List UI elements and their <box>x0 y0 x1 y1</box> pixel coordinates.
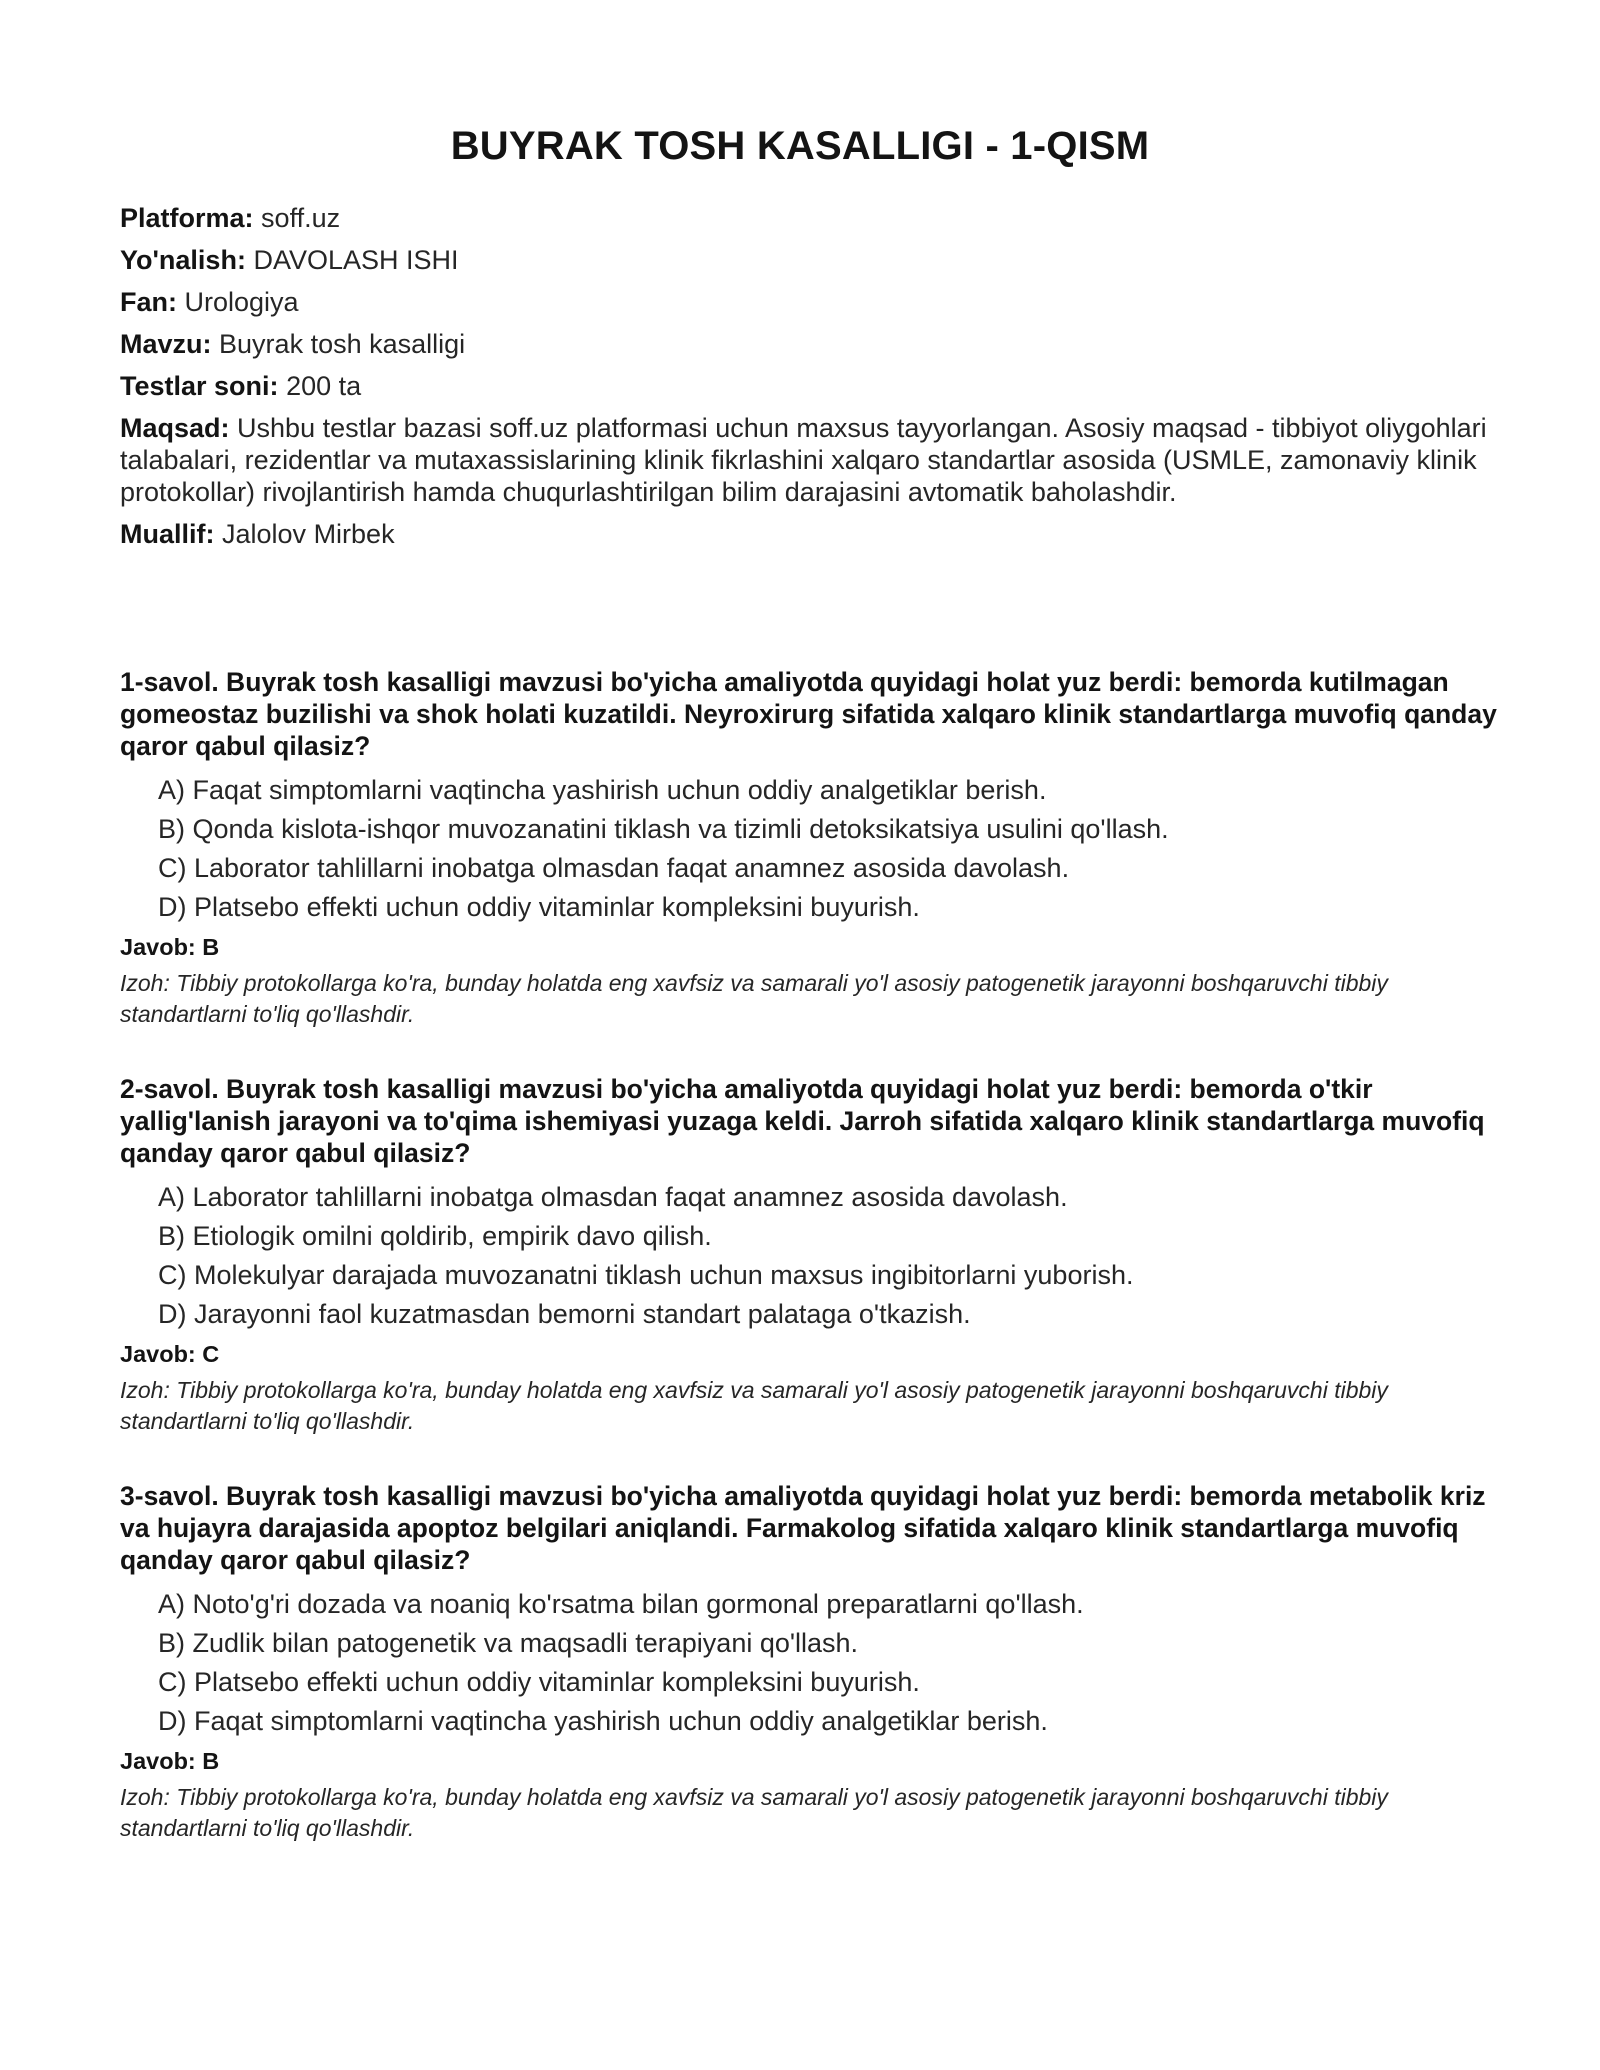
meta-topic <box>120 328 1490 360</box>
meta-value: soff.uz <box>261 203 341 233</box>
answer-option: B) Qonda kislota-ishqor muvozanatini tiklash va tizimli detoksikatsiya usulini qo'llash. <box>158 814 1169 844</box>
meta-value: Buyrak tosh kasalligi <box>219 329 466 359</box>
answer-explanation: Izoh: Tibbiy protokollarga ko'ra, bunday holatda eng xavfsiz va samarali yo'l asosiy patogenetik jarayonni boshqaruvchi tibbiy standartlarni to'liq qo'llashdir. <box>120 970 1388 1027</box>
question-text: 3-savol. Buyrak tosh kasalligi mavzusi bo'yicha amaliyotda quyidagi holat yuz berdi: bemorda metabolik kriz va hujayra darajasida apoptoz belgilari aniqlandi. Farmakolog sifatida xalqaro klinik standartlarga muvofiq qanday qaror qabul qilasiz? <box>120 1481 1486 1575</box>
meta-value: Urologiya <box>184 287 299 317</box>
meta-value: Jalolov Mirbek <box>222 519 395 549</box>
meta-label: Muallif: <box>120 519 215 549</box>
correct-answer: Javob: C <box>120 1341 220 1367</box>
meta-subject <box>120 286 1490 318</box>
question-block <box>120 1480 1500 1844</box>
answer-option: C) Molekulyar darajada muvozanatni tiklash uchun maxsus ingibitorlarni yuborish. <box>158 1260 1134 1290</box>
meta-direction <box>120 244 1490 276</box>
meta-test-count <box>120 370 1490 402</box>
question-block <box>120 666 1500 1030</box>
answer-option: A) Faqat simptomlarni vaqtincha yashirish uchun oddiy analgetiklar berish. <box>158 775 1047 805</box>
question-text: 2-savol. Buyrak tosh kasalligi mavzusi bo'yicha amaliyotda quyidagi holat yuz berdi: bemorda o'tkir yallig'lanish jarayoni va to'qima ishemiyasi yuzaga keldi. Jarroh sifatida xalqaro klinik standartlarga muvofiq qanday qaror qabul qilasiz? <box>120 1074 1485 1168</box>
meta-value: 200 ta <box>286 371 362 401</box>
answer-explanation: Izoh: Tibbiy protokollarga ko'ra, bunday holatda eng xavfsiz va samarali yo'l asosiy patogenetik jarayonni boshqaruvchi tibbiy standartlarni to'liq qo'llashdir. <box>120 1784 1388 1841</box>
meta-label: Maqsad: <box>120 413 230 443</box>
document-title: BUYRAK TOSH KASALLIGI - 1-QISM <box>450 124 1150 168</box>
meta-purpose <box>120 412 1490 508</box>
meta-value: Ushbu testlar bazasi soff.uz platformasi uchun maxsus tayyorlangan. Asosiy maqsad - tibbiyot oliygohlari talabalari, rezidentlar va mutaxassislarining klinik fikrlashini xalqaro standartlar asosida (USMLE, zamonaviy klinik protokollar) rivojlantirish hamda chuqurlashtirilgan bilim darajasini avtomatik baholashdir. <box>120 413 1487 507</box>
answer-option: A) Laborator tahlillarni inobatga olmasdan faqat anamnez asosida davolash. <box>158 1182 1068 1212</box>
answer-option: C) Laborator tahlillarni inobatga olmasdan faqat anamnez asosida davolash. <box>158 853 1070 883</box>
answer-option: A) Noto'g'ri dozada va noaniq ko'rsatma bilan gormonal preparatlarni qo'llash. <box>158 1589 1084 1619</box>
correct-answer: Javob: B <box>120 1748 220 1774</box>
answer-option: D) Jarayonni faol kuzatmasdan bemorni standart palataga o'tkazish. <box>158 1299 971 1329</box>
meta-label: Testlar soni: <box>120 371 279 401</box>
answer-option: D) Platsebo effekti uchun oddiy vitaminlar kompleksini buyurish. <box>158 892 920 922</box>
meta-label: Platforma: <box>120 203 254 233</box>
answer-option: D) Faqat simptomlarni vaqtincha yashirish uchun oddiy analgetiklar berish. <box>158 1706 1048 1736</box>
meta-author <box>120 518 1490 550</box>
metadata-block <box>120 202 1490 560</box>
question-block <box>120 1073 1500 1437</box>
question-text: 1-savol. Buyrak tosh kasalligi mavzusi bo'yicha amaliyotda quyidagi holat yuz berdi: bemorda kutilmagan gomeostaz buzilishi va shok holati kuzatildi. Neyroxirurg sifatida xalqaro klinik standartlarga muvofiq qanday qaror qabul qilasiz? <box>120 667 1497 761</box>
correct-answer: Javob: B <box>120 934 220 960</box>
meta-label: Mavzu: <box>120 329 212 359</box>
meta-value: DAVOLASH ISHI <box>253 245 459 275</box>
meta-label: Yo'nalish: <box>120 245 246 275</box>
answer-option: B) Etiologik omilni qoldirib, empirik davo qilish. <box>158 1221 712 1251</box>
answer-explanation: Izoh: Tibbiy protokollarga ko'ra, bunday holatda eng xavfsiz va samarali yo'l asosiy patogenetik jarayonni boshqaruvchi tibbiy standartlarni to'liq qo'llashdir. <box>120 1377 1388 1434</box>
meta-label: Fan: <box>120 287 177 317</box>
answer-option: C) Platsebo effekti uchun oddiy vitaminlar kompleksini buyurish. <box>158 1667 920 1697</box>
answer-option: B) Zudlik bilan patogenetik va maqsadli terapiyani qo'llash. <box>158 1628 859 1658</box>
meta-platform <box>120 202 1490 234</box>
